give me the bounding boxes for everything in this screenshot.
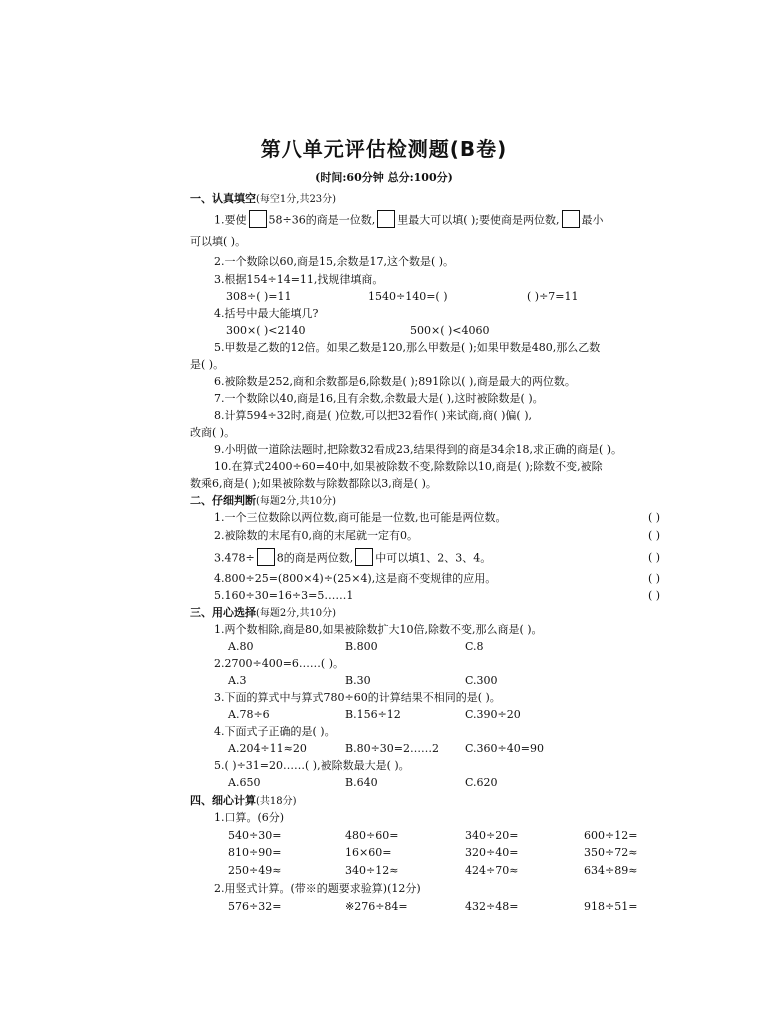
judge-paren[interactable]: ( ) [648,511,661,524]
answer-box[interactable] [377,210,395,228]
s1-q3c: ( )÷7=11 [527,290,579,303]
s1-q5-line2: 是( )。 [190,358,225,371]
vertical-calc-item: 918÷51= [584,900,638,913]
oral-calc-item: 424÷70≈ [465,864,519,877]
s1-q4a: 300×( )<2140 [226,324,306,337]
s3-q3: 3.下面的算式中与算式780÷60的计算结果不相同的是( )。 [214,691,501,704]
s1-q4b: 500×( )<4060 [410,324,490,337]
s2-q2: 2.被除数的末尾有0,商的末尾就一定有0。 [214,529,418,542]
option-a[interactable]: A.204÷11≈20 [228,742,307,755]
s1-q7: 7.一个数除以40,商是16,且有余数,余数最大是( ),这时被除数是( )。 [214,392,544,405]
option-a[interactable]: A.80 [228,640,254,653]
vertical-calc-item: 432÷48= [465,900,519,913]
option-a[interactable]: A.650 [228,776,261,789]
s1-q1-line1: 1.要使 58÷36的商是一位数, 里最大可以填( );要使商是两位数, 最小 [214,213,604,228]
s1-q3a: 308÷( )=11 [226,290,292,303]
option-c[interactable]: C.620 [465,776,498,789]
option-b[interactable]: B.640 [345,776,378,789]
oral-calc-item: 540÷30= [228,829,282,842]
s2-q1: 1.一个三位数除以两位数,商可能是一位数,也可能是两位数。 [214,511,507,524]
option-b[interactable]: B.80÷30=2……2 [345,742,440,755]
oral-calc-item: 340÷20= [465,829,519,842]
oral-calc-item: 350÷72≈ [584,846,638,859]
s1-q9: 9.小明做一道除法题时,把除数32看成23,结果得到的商是34余18,求正确的商是( )。 [214,443,623,456]
oral-calc-item: 250÷49≈ [228,864,282,877]
option-a[interactable]: A.3 [228,674,247,687]
judge-paren[interactable]: ( ) [648,589,661,602]
option-a[interactable]: A.78÷6 [228,708,270,721]
page-title: 第八单元评估检测题(B卷) [260,137,508,161]
option-c[interactable]: C.390÷20 [465,708,521,721]
exam-time-and-score: (时间:60分钟 总分:100分) [315,171,453,184]
answer-box[interactable] [257,548,275,566]
oral-calc-item: 16×60= [345,846,392,859]
s1-q8-line2: 改商( )。 [190,426,236,439]
oral-calc-item: 340÷12≈ [345,864,399,877]
answer-box[interactable] [355,548,373,566]
s1-q10-line1: 10.在算式2400÷60=40中,如果被除数不变,除数除以10,商是( );除数不变,被除 [214,460,603,473]
section-4-heading: 四、细心计算(共18分) [190,794,297,807]
oral-calc-item: 320÷40= [465,846,519,859]
option-c[interactable]: C.8 [465,640,484,653]
option-b[interactable]: B.156÷12 [345,708,401,721]
s1-q1-line2: 可以填( )。 [190,235,247,248]
s2-q5: 5.160÷30=16÷3=5……1 [214,589,354,602]
s1-q3: 3.根据154÷14=11,找规律填商。 [214,273,384,286]
option-b[interactable]: B.800 [345,640,378,653]
s4-part1: 1.口算。(6分) [214,811,285,824]
oral-calc-item: 480÷60= [345,829,399,842]
answer-box[interactable] [249,210,267,228]
s1-q2: 2.一个数除以60,商是15,余数是17,这个数是( )。 [214,255,455,268]
s3-q4: 4.下面式子正确的是( )。 [214,725,336,738]
s2-q4: 4.800÷25=(800×4)÷(25×4),这是商不变规律的应用。 [214,572,497,585]
s3-q2: 2.2700÷400=6……( )。 [214,657,344,670]
vertical-calc-item: 576÷32= [228,900,282,913]
judge-paren[interactable]: ( ) [648,529,661,542]
s1-q3b: 1540÷140=( ) [368,290,448,303]
oral-calc-item: 810÷90= [228,846,282,859]
s4-part2: 2.用竖式计算。(带※的题要求验算)(12分) [214,882,421,895]
oral-calc-item: 600÷12= [584,829,638,842]
answer-box[interactable] [562,210,580,228]
section-3-heading: 三、用心选择(每题2分,共10分) [190,606,337,619]
option-c[interactable]: C.360÷40=90 [465,742,544,755]
s1-q6: 6.被除数是252,商和余数都是6,除数是( );891除以( ),商是最大的两位数。 [214,375,576,388]
section-2-heading: 二、仔细判断(每题2分,共10分) [190,494,337,507]
vertical-calc-item: ※276÷84= [345,900,408,913]
s1-q4: 4.括号中最大能填几? [214,307,319,320]
s3-q1: 1.两个数相除,商是80,如果被除数扩大10倍,除数不变,那么商是( )。 [214,623,543,636]
s1-q10-line2: 数乘6,商是( );如果被除数与除数都除以3,商是( )。 [190,477,437,490]
s1-q5-line1: 5.甲数是乙数的12倍。如果乙数是120,那么甲数是( );如果甲数是480,那么乙数 [214,341,601,354]
option-c[interactable]: C.300 [465,674,498,687]
s3-q5: 5.( )÷31=20……( ),被除数最大是( )。 [214,759,410,772]
judge-paren[interactable]: ( ) [648,572,661,585]
option-b[interactable]: B.30 [345,674,371,687]
oral-calc-item: 634÷89≈ [584,864,638,877]
s2-q3: 3.478÷ 8的商是两位数, 中可以填1、2、3、4。 [214,551,491,566]
judge-paren[interactable]: ( ) [648,551,661,564]
s1-q8-line1: 8.计算594÷32时,商是( )位数,可以把32看作( )来试商,商( )偏( ), [214,409,533,422]
section-1-heading: 一、认真填空(每空1分,共23分) [190,192,337,205]
